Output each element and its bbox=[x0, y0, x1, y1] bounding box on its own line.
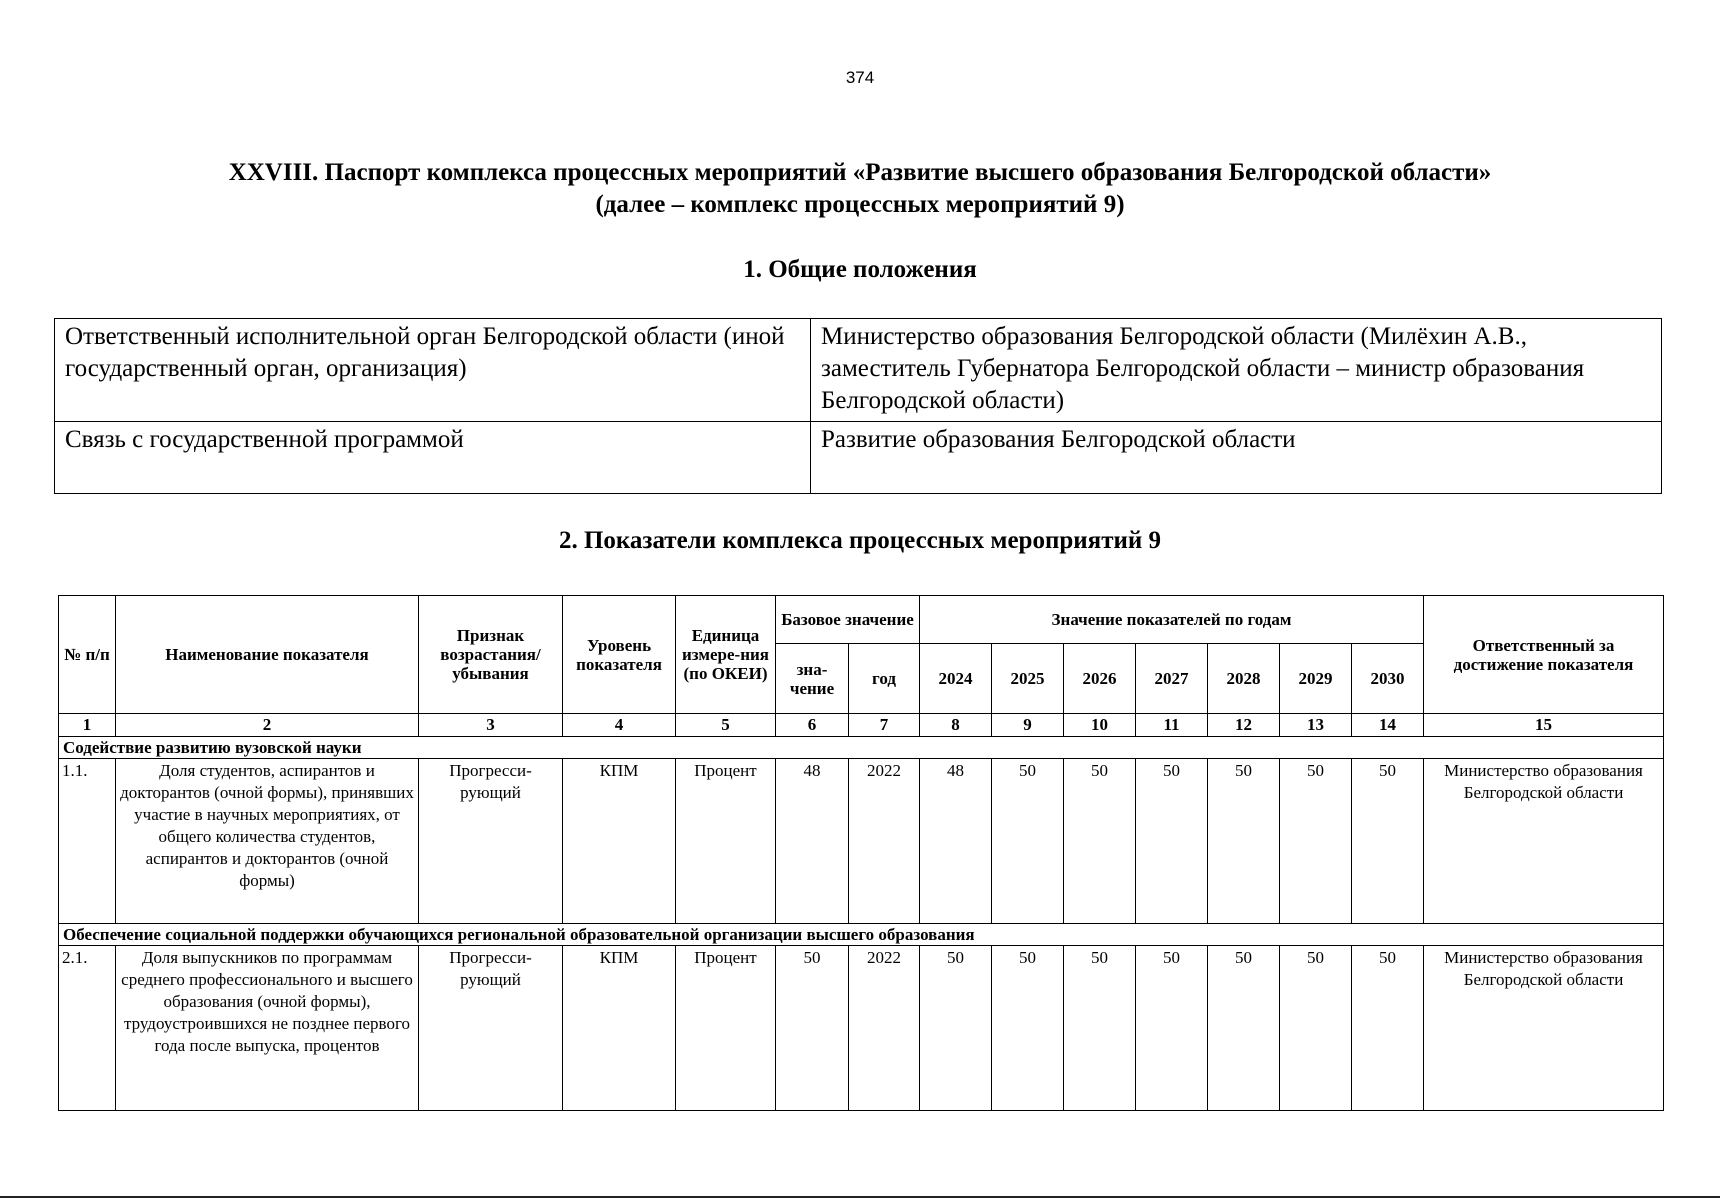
row-year-value: 50 bbox=[1280, 946, 1352, 1111]
header-year: 2028 bbox=[1208, 644, 1280, 714]
general-label: Связь с государственной программой bbox=[55, 422, 811, 494]
general-value: Развитие образования Белгородской области bbox=[811, 422, 1662, 494]
row-year-value: 50 bbox=[992, 759, 1064, 924]
header-base-year: год bbox=[849, 644, 920, 714]
header-sign: Признак возрастания/ убывания bbox=[419, 596, 563, 714]
general-row bbox=[55, 319, 1662, 422]
page-number: 374 bbox=[845, 68, 875, 87]
group-row bbox=[59, 924, 1664, 946]
document-title bbox=[60, 157, 1660, 221]
row-name: Доля выпускников по программам среднего профессионального и высшего образования (очной формы), трудоустроившихся не позднее первого года после выпуска, процентов bbox=[116, 946, 419, 1111]
title-line-1: XXVIII. Паспорт комплекса процессных мероприятий «Развитие высшего образования Белгородской области» bbox=[228, 159, 1492, 186]
header-year: 2024 bbox=[920, 644, 992, 714]
general-provisions-table bbox=[54, 318, 1662, 494]
column-number: 15 bbox=[1424, 714, 1664, 737]
table-row bbox=[59, 759, 1664, 924]
row-year-value: 50 bbox=[1208, 759, 1280, 924]
row-responsible: Министерство образования Белгородской области bbox=[1424, 759, 1664, 924]
table-row bbox=[59, 946, 1664, 1111]
header-year: 2026 bbox=[1064, 644, 1136, 714]
column-number: 12 bbox=[1208, 714, 1280, 737]
column-number: 5 bbox=[676, 714, 776, 737]
group-title: Содействие развитию вузовской науки bbox=[59, 737, 1664, 759]
row-year-value: 50 bbox=[1352, 946, 1424, 1111]
row-unit: Процент bbox=[676, 946, 776, 1111]
header-year: 2027 bbox=[1136, 644, 1208, 714]
header-year: 2029 bbox=[1280, 644, 1352, 714]
general-value: Министерство образования Белгородской области (Милёхин А.В., заместитель Губернатора Белгородской области – министр образования Белгородской области) bbox=[811, 319, 1662, 422]
general-label: Ответственный исполнительной орган Белгородской области (иной государственный орган, организация) bbox=[55, 319, 811, 422]
row-level: КПМ bbox=[563, 946, 676, 1111]
row-base-value: 50 bbox=[776, 946, 849, 1111]
header-base: Базовое значение bbox=[776, 596, 920, 644]
column-number: 10 bbox=[1064, 714, 1136, 737]
column-number: 7 bbox=[849, 714, 920, 737]
row-year-value: 50 bbox=[1352, 759, 1424, 924]
row-year-value: 50 bbox=[1064, 759, 1136, 924]
row-year-value: 50 bbox=[992, 946, 1064, 1111]
row-responsible: Министерство образования Белгородской области bbox=[1424, 946, 1664, 1111]
group-title: Обеспечение социальной поддержки обучающихся региональной образовательной организации высшего образования bbox=[59, 924, 1664, 946]
header-responsible: Ответственный за достижение показателя bbox=[1424, 596, 1664, 714]
header-level: Уровень показателя bbox=[563, 596, 676, 714]
row-num: 1.1. bbox=[59, 759, 116, 924]
row-year-value: 50 bbox=[1136, 946, 1208, 1111]
row-year-value: 50 bbox=[1136, 759, 1208, 924]
row-year-value: 50 bbox=[1064, 946, 1136, 1111]
column-number: 3 bbox=[419, 714, 563, 737]
column-number: 1 bbox=[59, 714, 116, 737]
header-name: Наименование показателя bbox=[116, 596, 419, 714]
row-num: 2.1. bbox=[59, 946, 116, 1111]
row-year-value: 50 bbox=[920, 946, 992, 1111]
column-numbers-row bbox=[59, 714, 1664, 737]
header-num: № п/п bbox=[59, 596, 116, 714]
section-1-heading: 1. Общие положения bbox=[743, 256, 977, 283]
column-number: 9 bbox=[992, 714, 1064, 737]
column-number: 2 bbox=[116, 714, 419, 737]
section-2-heading: 2. Показатели комплекса процессных мероприятий 9 bbox=[558, 527, 1162, 554]
row-base-year: 2022 bbox=[849, 946, 920, 1111]
header-years-group: Значение показателей по годам bbox=[920, 596, 1424, 644]
indicators-table bbox=[58, 595, 1664, 1111]
general-row bbox=[55, 422, 1662, 494]
group-row bbox=[59, 737, 1664, 759]
row-base-year: 2022 bbox=[849, 759, 920, 924]
scan-bottom-edge bbox=[0, 1196, 1720, 1198]
column-number: 8 bbox=[920, 714, 992, 737]
row-year-value: 48 bbox=[920, 759, 992, 924]
header-unit: Единица измере-ния (по ОКЕИ) bbox=[676, 596, 776, 714]
column-number: 6 bbox=[776, 714, 849, 737]
column-number: 11 bbox=[1136, 714, 1208, 737]
row-unit: Процент bbox=[676, 759, 776, 924]
title-line-2: (далее – комплекс процессных мероприятий 9) bbox=[595, 191, 1125, 218]
header-year: 2025 bbox=[992, 644, 1064, 714]
column-number: 14 bbox=[1352, 714, 1424, 737]
column-number: 13 bbox=[1280, 714, 1352, 737]
header-row bbox=[59, 596, 1664, 644]
header-year: 2030 bbox=[1352, 644, 1424, 714]
row-year-value: 50 bbox=[1280, 759, 1352, 924]
column-number: 4 bbox=[563, 714, 676, 737]
header-base-value: зна-чение bbox=[776, 644, 849, 714]
row-base-value: 48 bbox=[776, 759, 849, 924]
row-sign: Прогресси-рующий bbox=[419, 946, 563, 1111]
row-year-value: 50 bbox=[1208, 946, 1280, 1111]
row-level: КПМ bbox=[563, 759, 676, 924]
row-name: Доля студентов, аспирантов и докторантов (очной формы), принявших участие в научных мероприятиях, от общего количества студентов, аспирантов и докторантов (очной формы) bbox=[116, 759, 419, 924]
row-sign: Прогресси-рующий bbox=[419, 759, 563, 924]
